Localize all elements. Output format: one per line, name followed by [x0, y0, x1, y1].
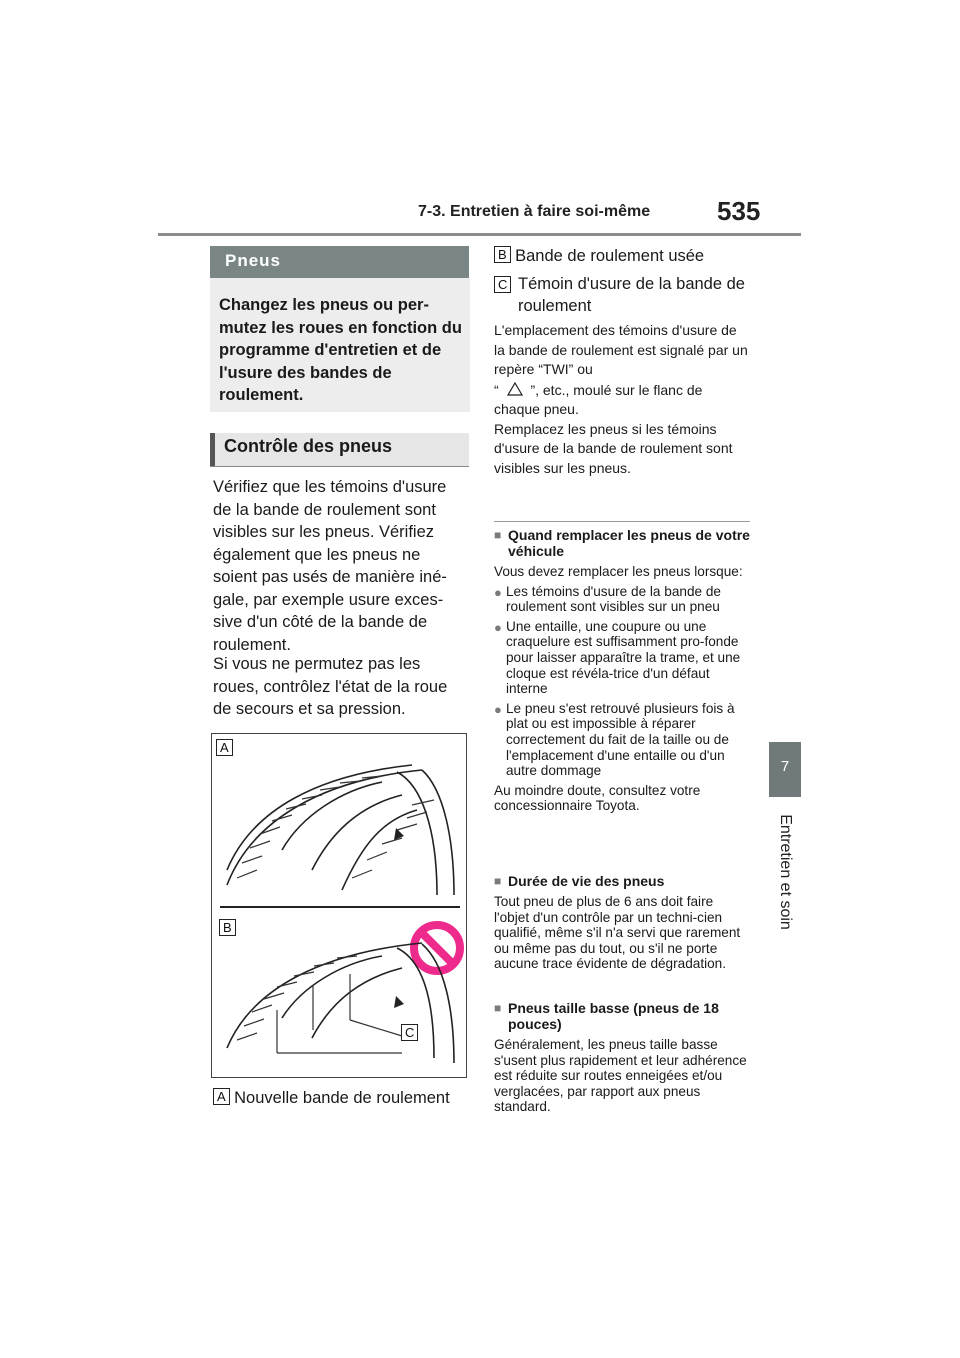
note-low-profile [494, 1000, 750, 1115]
chapter-number: 7 [780, 758, 790, 775]
caption-b [494, 245, 750, 267]
figure-divider [220, 906, 460, 908]
subsection-rule [210, 466, 469, 467]
caption-c-label: C [494, 276, 511, 293]
note-low-profile-body: Généralement, les pneus taille basse s'usent plus rapidement et leur adhérence est réduite sur routes enneigées et/ou verglacées, par rapport aux pneus standard. [494, 1037, 747, 1115]
figure-label-c: C [401, 1024, 418, 1042]
paragraph-spare: Si vous ne permutez pas les roues, contrôlez l'état de la roue de secours et sa pression. [213, 655, 448, 718]
header-rule [158, 233, 801, 236]
note-tire-life-body: Tout pneu de plus de 6 ans doit faire l'objet d'un contrôle par un techni-cien qualifié, même s'il n'a servi que rarement ou même pas du tout, ou s'il ne porte aucune trace évidente de dégradation. [494, 894, 741, 972]
twi-symbol-line: “ ”, etc., moulé sur le flanc de chaque pneu. [494, 381, 703, 417]
list-item: ● Les témoins d'usure de la bande de roulement sont visibles sur un pneu [494, 583, 721, 615]
chapter-tab [769, 742, 801, 797]
figure-label-a: A [216, 739, 233, 757]
twi-line2: Remplacez les pneus si les témoins d'usure de la bande de roulement sont visibles sur les pneus. [494, 420, 733, 476]
twi-note [494, 321, 750, 478]
note-low-profile-title: ■ Pneus taille basse (pneus de 18 pouces) [494, 1000, 719, 1032]
worn-tread-illustration [222, 938, 462, 1068]
caption-a [213, 1088, 450, 1108]
section-header: 7-3. Entretien à faire soi-même [418, 203, 651, 220]
note-when-replace [494, 527, 750, 814]
caption-c-text: Témoin d'usure de la bande de roulement [518, 275, 745, 315]
chapter-label [770, 812, 800, 932]
list-item: ● Une entaille, une coupure ou une craquelure est suffisamment pro-fonde pour laisser apparaître la trame, et une cloque est révéla-trice d'un défaut interne [494, 618, 741, 697]
triangle-icon [507, 382, 523, 396]
caption-b-text: Bande de roulement usée [515, 247, 705, 265]
note-tire-life [494, 873, 750, 972]
notes-rule [494, 521, 750, 522]
note-when-replace-outro: Au moindre doute, consultez votre concessionnaire Toyota. [494, 782, 701, 814]
paragraph-check: Vérifiez que les témoins d'usure de la bande de roulement sont visibles sur les pneus. Vérifiez également que les pneus ne soient pas usés de manière iné-gale, par exemple usure exces-sive d'un côté de la bande de roulement. [213, 478, 447, 654]
note-tire-life-title: ■ Durée de vie des pneus [494, 873, 665, 889]
twi-line1: L'emplacement des témoins d'usure de la bande de roulement est signalé par un repère “TWI” ou [494, 322, 748, 377]
caption-c [494, 273, 750, 317]
caption-a-text: Nouvelle bande de roulement [234, 1089, 450, 1107]
subsection-title: Contrôle des pneus [224, 436, 393, 456]
list-item: ● Le pneu s'est retrouvé plusieurs fois à plat ou est impossible à réparer correctement du fait de la taille ou de l'emplacement d'une entaille ou d'un autre dommage [494, 700, 735, 779]
figure-label-b: B [219, 919, 236, 937]
new-tread-illustration [222, 760, 462, 900]
chapter-label-text: Entretien et soin [777, 814, 794, 930]
caption-b-label: B [494, 246, 511, 263]
note-when-replace-intro: Vous devez remplacer les pneus lorsque: [494, 564, 743, 579]
note-when-replace-title: ■ Quand remplacer les pneus de votre véhicule [494, 527, 750, 559]
caption-a-label: A [213, 1088, 230, 1105]
page-number: 535 [717, 196, 761, 226]
intro-text: Changez les pneus ou per-mutez les roues en fonction du programme d'entretien et de l'usure des bandes de roulement. [219, 296, 462, 404]
section-title: Pneus [225, 251, 282, 270]
